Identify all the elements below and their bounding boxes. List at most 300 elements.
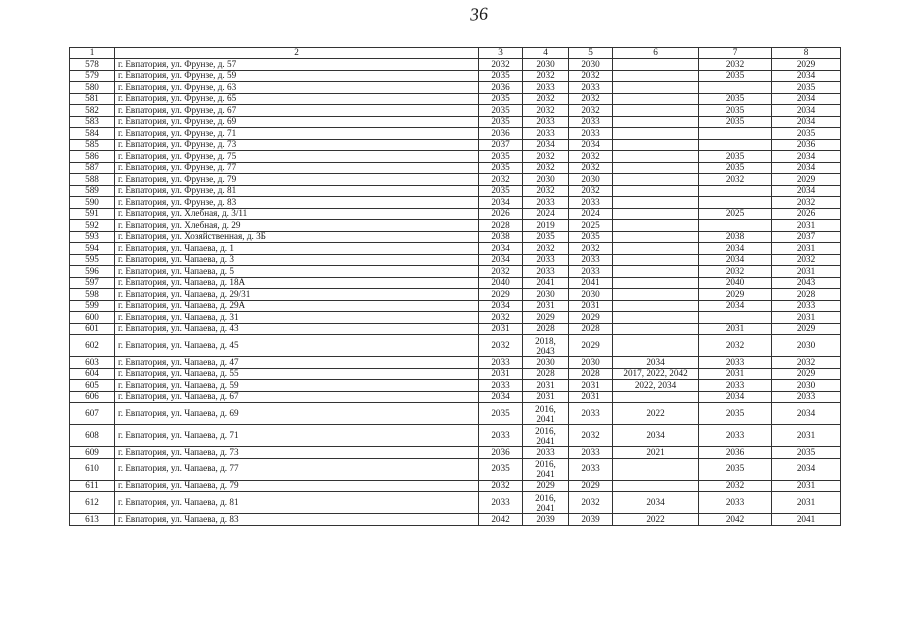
year-cell: 2033 [569, 403, 613, 425]
year-cell: 2035 [772, 128, 841, 140]
year-cell: 2031 [772, 220, 841, 232]
table-header-row [70, 48, 841, 59]
year-cell: 2028 [523, 323, 569, 335]
year-cell: 2035 [699, 403, 772, 425]
address-cell: г. Евпатория, ул. Чапаева, д. 47 [115, 357, 479, 369]
row-number: 611 [70, 480, 115, 492]
year-cell [613, 139, 699, 151]
table-row [70, 243, 841, 255]
table-row [70, 231, 841, 243]
year-cell [523, 335, 569, 357]
table-row [70, 312, 841, 324]
row-number: 603 [70, 357, 115, 369]
year-cell [699, 312, 772, 324]
address-cell: г. Евпатория, ул. Фрунзе, д. 71 [115, 128, 479, 140]
year-cell: 2034 [772, 185, 841, 197]
year-cell: 2032 [569, 93, 613, 105]
year-cell: 2035 [772, 82, 841, 94]
row-number: 581 [70, 93, 115, 105]
row-number: 583 [70, 116, 115, 128]
year-cell: 2035 [699, 116, 772, 128]
year-cell: 2033 [569, 197, 613, 209]
year-cell: 2033 [699, 425, 772, 447]
column-header: 6 [613, 48, 699, 59]
year-cell [613, 289, 699, 301]
table-row [70, 208, 841, 220]
year-cell: 2029 [772, 174, 841, 186]
row-number: 586 [70, 151, 115, 163]
year-cell [613, 458, 699, 480]
year-cell: 2032 [569, 151, 613, 163]
row-number: 607 [70, 403, 115, 425]
year-cell: 2033 [772, 300, 841, 312]
row-number: 601 [70, 323, 115, 335]
register-table [69, 47, 841, 526]
year-cell: 2026 [772, 208, 841, 220]
year-cell: 2034 [479, 300, 523, 312]
table-row [70, 93, 841, 105]
table-row [70, 151, 841, 163]
year-cell: 2035 [699, 162, 772, 174]
year-cell: 2032 [699, 266, 772, 278]
year-cell: 2029 [772, 59, 841, 71]
year-cell: 2029 [772, 323, 841, 335]
table-row [70, 162, 841, 174]
address-cell: г. Евпатория, ул. Фрунзе, д. 63 [115, 82, 479, 94]
year-cell: 2034 [479, 197, 523, 209]
year-cell: 2033 [569, 266, 613, 278]
year-cell: 2032 [523, 162, 569, 174]
address-cell: г. Евпатория, ул. Чапаева, д. 83 [115, 514, 479, 526]
address-cell: г. Евпатория, ул. Фрунзе, д. 65 [115, 93, 479, 105]
year-cell [613, 82, 699, 94]
column-header: 5 [569, 48, 613, 59]
address-cell: г. Евпатория, ул. Фрунзе, д. 79 [115, 174, 479, 186]
year-cell: 2035 [569, 231, 613, 243]
year-cell: 2039 [569, 514, 613, 526]
year-cell: 2034 [772, 93, 841, 105]
table-row [70, 82, 841, 94]
year-cell: 2030 [772, 380, 841, 392]
multi-year-value: 2016, 2041 [535, 459, 556, 479]
column-header: 4 [523, 48, 569, 59]
multi-year-value: 2018, 2043 [535, 335, 556, 356]
row-number: 588 [70, 174, 115, 186]
row-number: 582 [70, 105, 115, 117]
year-cell: 2033 [479, 380, 523, 392]
year-cell [523, 425, 569, 447]
year-cell [699, 139, 772, 151]
address-cell: г. Евпатория, ул. Фрунзе, д. 57 [115, 59, 479, 71]
year-cell: 2031 [772, 492, 841, 514]
year-cell: 2029 [699, 289, 772, 301]
row-number: 587 [70, 162, 115, 174]
year-cell: 2030 [772, 335, 841, 357]
row-number: 593 [70, 231, 115, 243]
address-cell: г. Евпатория, ул. Чапаева, д. 29А [115, 300, 479, 312]
year-cell: 2034 [699, 300, 772, 312]
year-cell: 2032 [523, 151, 569, 163]
year-cell: 2034 [772, 70, 841, 82]
year-cell [699, 185, 772, 197]
year-cell: 2034 [772, 403, 841, 425]
year-cell: 2033 [523, 447, 569, 459]
row-number: 608 [70, 425, 115, 447]
column-header: 8 [772, 48, 841, 59]
year-cell: 2032 [569, 425, 613, 447]
year-cell: 2035 [479, 162, 523, 174]
year-cell: 2033 [569, 82, 613, 94]
year-cell [523, 458, 569, 480]
table-row [70, 492, 841, 514]
year-cell [613, 277, 699, 289]
year-cell [613, 151, 699, 163]
address-cell: г. Евпатория, ул. Чапаева, д. 55 [115, 368, 479, 380]
year-cell: 2033 [569, 116, 613, 128]
row-number: 597 [70, 277, 115, 289]
year-cell: 2043 [772, 277, 841, 289]
table-row [70, 254, 841, 266]
year-cell [523, 492, 569, 514]
year-cell: 2031 [523, 391, 569, 403]
year-cell: 2033 [479, 492, 523, 514]
year-cell: 2031 [479, 368, 523, 380]
year-cell [613, 59, 699, 71]
year-cell: 2022 [613, 514, 699, 526]
address-cell: г. Евпатория, ул. Чапаева, д. 79 [115, 480, 479, 492]
address-cell: г. Евпатория, ул. Хлебная, д. 29 [115, 220, 479, 232]
year-cell: 2037 [772, 231, 841, 243]
year-cell: 2033 [523, 116, 569, 128]
address-cell: г. Евпатория, ул. Чапаева, д. 45 [115, 335, 479, 357]
row-number: 589 [70, 185, 115, 197]
year-cell: 2034 [523, 139, 569, 151]
year-cell: 2032 [479, 266, 523, 278]
year-cell: 2034 [613, 425, 699, 447]
year-cell: 2041 [569, 277, 613, 289]
year-cell: 2034 [772, 151, 841, 163]
year-cell: 2031 [699, 368, 772, 380]
year-cell: 2032 [569, 243, 613, 255]
row-number: 585 [70, 139, 115, 151]
year-cell: 2035 [479, 105, 523, 117]
year-cell: 2031 [772, 312, 841, 324]
year-cell [613, 128, 699, 140]
year-cell: 2029 [569, 335, 613, 357]
address-cell: г. Евпатория, ул. Чапаева, д. 67 [115, 391, 479, 403]
year-cell: 2034 [613, 357, 699, 369]
year-cell: 2032 [772, 357, 841, 369]
year-cell [613, 231, 699, 243]
table-row [70, 514, 841, 526]
year-cell: 2033 [479, 357, 523, 369]
year-cell: 2025 [699, 208, 772, 220]
year-cell: 2028 [479, 220, 523, 232]
table-row [70, 447, 841, 459]
row-number: 598 [70, 289, 115, 301]
address-cell: г. Евпатория, ул. Фрунзе, д. 69 [115, 116, 479, 128]
year-cell [613, 266, 699, 278]
year-cell: 2032 [523, 70, 569, 82]
year-cell: 2034 [772, 162, 841, 174]
year-cell: 2031 [523, 380, 569, 392]
year-cell: 2030 [569, 59, 613, 71]
row-number: 590 [70, 197, 115, 209]
address-cell: г. Евпатория, ул. Чапаева, д. 59 [115, 380, 479, 392]
address-cell: г. Евпатория, ул. Чапаева, д. 81 [115, 492, 479, 514]
year-cell: 2030 [523, 174, 569, 186]
table-row [70, 368, 841, 380]
year-cell [523, 403, 569, 425]
year-cell: 2033 [569, 447, 613, 459]
year-cell: 2030 [569, 289, 613, 301]
multi-year-value: 2016, 2041 [535, 403, 556, 424]
year-cell [699, 128, 772, 140]
year-cell: 2035 [699, 151, 772, 163]
year-cell: 2038 [699, 231, 772, 243]
year-cell: 2029 [569, 312, 613, 324]
column-header: 7 [699, 48, 772, 59]
year-cell: 2033 [569, 128, 613, 140]
year-cell [613, 391, 699, 403]
address-cell: г. Евпатория, ул. Чапаева, д. 29/31 [115, 289, 479, 301]
year-cell: 2026 [479, 208, 523, 220]
year-cell: 2031 [569, 391, 613, 403]
row-number: 599 [70, 300, 115, 312]
table-row [70, 139, 841, 151]
year-cell: 2017, 2022, 2042 [613, 368, 699, 380]
year-cell: 2035 [699, 458, 772, 480]
year-cell: 2036 [772, 139, 841, 151]
table-row [70, 289, 841, 301]
table-row [70, 174, 841, 186]
year-cell [613, 312, 699, 324]
row-number: 579 [70, 70, 115, 82]
year-cell [699, 220, 772, 232]
year-cell: 2033 [699, 380, 772, 392]
year-cell: 2033 [523, 254, 569, 266]
address-cell: г. Евпатория, ул. Фрунзе, д. 67 [115, 105, 479, 117]
year-cell: 2035 [479, 185, 523, 197]
year-cell: 2029 [523, 480, 569, 492]
year-cell: 2034 [772, 116, 841, 128]
year-cell: 2034 [569, 139, 613, 151]
table-row [70, 220, 841, 232]
year-cell: 2033 [479, 425, 523, 447]
column-header: 1 [70, 48, 115, 59]
year-cell: 2034 [699, 391, 772, 403]
year-cell [613, 220, 699, 232]
address-cell: г. Евпатория, ул. Чапаева, д. 3 [115, 254, 479, 266]
year-cell: 2034 [699, 254, 772, 266]
year-cell: 2019 [523, 220, 569, 232]
year-cell: 2032 [523, 243, 569, 255]
year-cell: 2034 [479, 391, 523, 403]
year-cell: 2031 [699, 323, 772, 335]
year-cell: 2035 [479, 93, 523, 105]
year-cell: 2033 [523, 82, 569, 94]
address-cell: г. Евпатория, ул. Фрунзе, д. 59 [115, 70, 479, 82]
year-cell: 2032 [569, 105, 613, 117]
row-number: 612 [70, 492, 115, 514]
address-cell: г. Евпатория, ул. Чапаева, д. 5 [115, 266, 479, 278]
row-number: 606 [70, 391, 115, 403]
address-cell: г. Евпатория, ул. Чапаева, д. 71 [115, 425, 479, 447]
year-cell [613, 185, 699, 197]
year-cell: 2031 [523, 300, 569, 312]
row-number: 602 [70, 335, 115, 357]
year-cell: 2031 [772, 480, 841, 492]
row-number: 609 [70, 447, 115, 459]
year-cell: 2022, 2034 [613, 380, 699, 392]
multi-year-value: 2016, 2041 [535, 492, 556, 513]
year-cell: 2032 [569, 492, 613, 514]
year-cell [613, 93, 699, 105]
row-number: 595 [70, 254, 115, 266]
year-cell: 2032 [479, 174, 523, 186]
year-cell: 2033 [699, 492, 772, 514]
year-cell [613, 323, 699, 335]
table-row [70, 480, 841, 492]
year-cell: 2034 [613, 492, 699, 514]
year-cell: 2025 [569, 220, 613, 232]
year-cell: 2024 [569, 208, 613, 220]
row-number: 578 [70, 59, 115, 71]
row-number: 584 [70, 128, 115, 140]
year-cell [613, 162, 699, 174]
table-row [70, 425, 841, 447]
row-number: 591 [70, 208, 115, 220]
year-cell: 2032 [523, 185, 569, 197]
year-cell: 2032 [699, 59, 772, 71]
year-cell: 2035 [479, 403, 523, 425]
row-number: 610 [70, 458, 115, 480]
year-cell [699, 197, 772, 209]
row-number: 605 [70, 380, 115, 392]
address-cell: г. Евпатория, ул. Чапаева, д. 73 [115, 447, 479, 459]
address-cell: г. Евпатория, ул. Фрунзе, д. 73 [115, 139, 479, 151]
year-cell: 2033 [569, 254, 613, 266]
address-cell: г. Евпатория, ул. Чапаева, д. 69 [115, 403, 479, 425]
year-cell [699, 82, 772, 94]
year-cell: 2032 [772, 197, 841, 209]
year-cell: 2024 [523, 208, 569, 220]
year-cell: 2034 [772, 458, 841, 480]
table-row [70, 300, 841, 312]
table-row [70, 70, 841, 82]
year-cell: 2032 [699, 335, 772, 357]
row-number: 604 [70, 368, 115, 380]
row-number: 592 [70, 220, 115, 232]
year-cell: 2034 [772, 105, 841, 117]
row-number: 594 [70, 243, 115, 255]
year-cell: 2029 [523, 312, 569, 324]
year-cell: 2036 [699, 447, 772, 459]
year-cell: 2033 [523, 266, 569, 278]
row-number: 596 [70, 266, 115, 278]
year-cell [613, 208, 699, 220]
year-cell: 2039 [523, 514, 569, 526]
year-cell: 2030 [523, 289, 569, 301]
year-cell: 2032 [569, 70, 613, 82]
table-row [70, 266, 841, 278]
year-cell: 2035 [699, 70, 772, 82]
year-cell [613, 254, 699, 266]
year-cell: 2031 [479, 323, 523, 335]
year-cell: 2040 [479, 277, 523, 289]
table-row [70, 277, 841, 289]
row-number: 613 [70, 514, 115, 526]
year-cell: 2029 [772, 368, 841, 380]
year-cell: 2033 [523, 197, 569, 209]
year-cell: 2035 [523, 231, 569, 243]
address-cell: г. Евпатория, ул. Фрунзе, д. 83 [115, 197, 479, 209]
address-cell: г. Евпатория, ул. Чапаева, д. 18А [115, 277, 479, 289]
address-cell: г. Евпатория, ул. Фрунзе, д. 77 [115, 162, 479, 174]
table-row [70, 403, 841, 425]
year-cell: 2031 [772, 266, 841, 278]
multi-year-value: 2016, 2041 [535, 425, 556, 446]
year-cell: 2031 [569, 380, 613, 392]
year-cell: 2032 [699, 480, 772, 492]
year-cell [613, 70, 699, 82]
year-cell [613, 480, 699, 492]
year-cell: 2038 [479, 231, 523, 243]
table-body [70, 59, 841, 526]
year-cell: 2033 [699, 357, 772, 369]
row-number: 600 [70, 312, 115, 324]
year-cell: 2032 [523, 105, 569, 117]
year-cell: 2036 [479, 128, 523, 140]
column-header: 2 [115, 48, 479, 59]
year-cell: 2032 [479, 335, 523, 357]
year-cell [613, 174, 699, 186]
year-cell: 2028 [523, 368, 569, 380]
year-cell [613, 197, 699, 209]
table-row [70, 185, 841, 197]
table-row [70, 105, 841, 117]
year-cell: 2029 [569, 480, 613, 492]
year-cell: 2031 [772, 243, 841, 255]
year-cell: 2032 [479, 59, 523, 71]
table-row [70, 335, 841, 357]
address-cell: г. Евпатория, ул. Чапаева, д. 31 [115, 312, 479, 324]
address-cell: г. Евпатория, ул. Чапаева, д. 1 [115, 243, 479, 255]
year-cell: 2035 [772, 447, 841, 459]
table-row [70, 380, 841, 392]
year-cell: 2022 [613, 403, 699, 425]
table-row [70, 116, 841, 128]
table-row [70, 357, 841, 369]
year-cell: 2032 [523, 93, 569, 105]
year-cell [613, 300, 699, 312]
year-cell: 2021 [613, 447, 699, 459]
year-cell: 2034 [479, 254, 523, 266]
year-cell: 2032 [569, 162, 613, 174]
year-cell: 2035 [699, 105, 772, 117]
year-cell: 2030 [523, 59, 569, 71]
year-cell: 2031 [772, 425, 841, 447]
table-row [70, 59, 841, 71]
year-cell: 2036 [479, 447, 523, 459]
year-cell [613, 335, 699, 357]
year-cell: 2034 [479, 243, 523, 255]
year-cell: 2030 [569, 174, 613, 186]
table-row [70, 128, 841, 140]
year-cell: 2042 [479, 514, 523, 526]
address-cell: г. Евпатория, ул. Фрунзе, д. 81 [115, 185, 479, 197]
year-cell: 2032 [479, 480, 523, 492]
